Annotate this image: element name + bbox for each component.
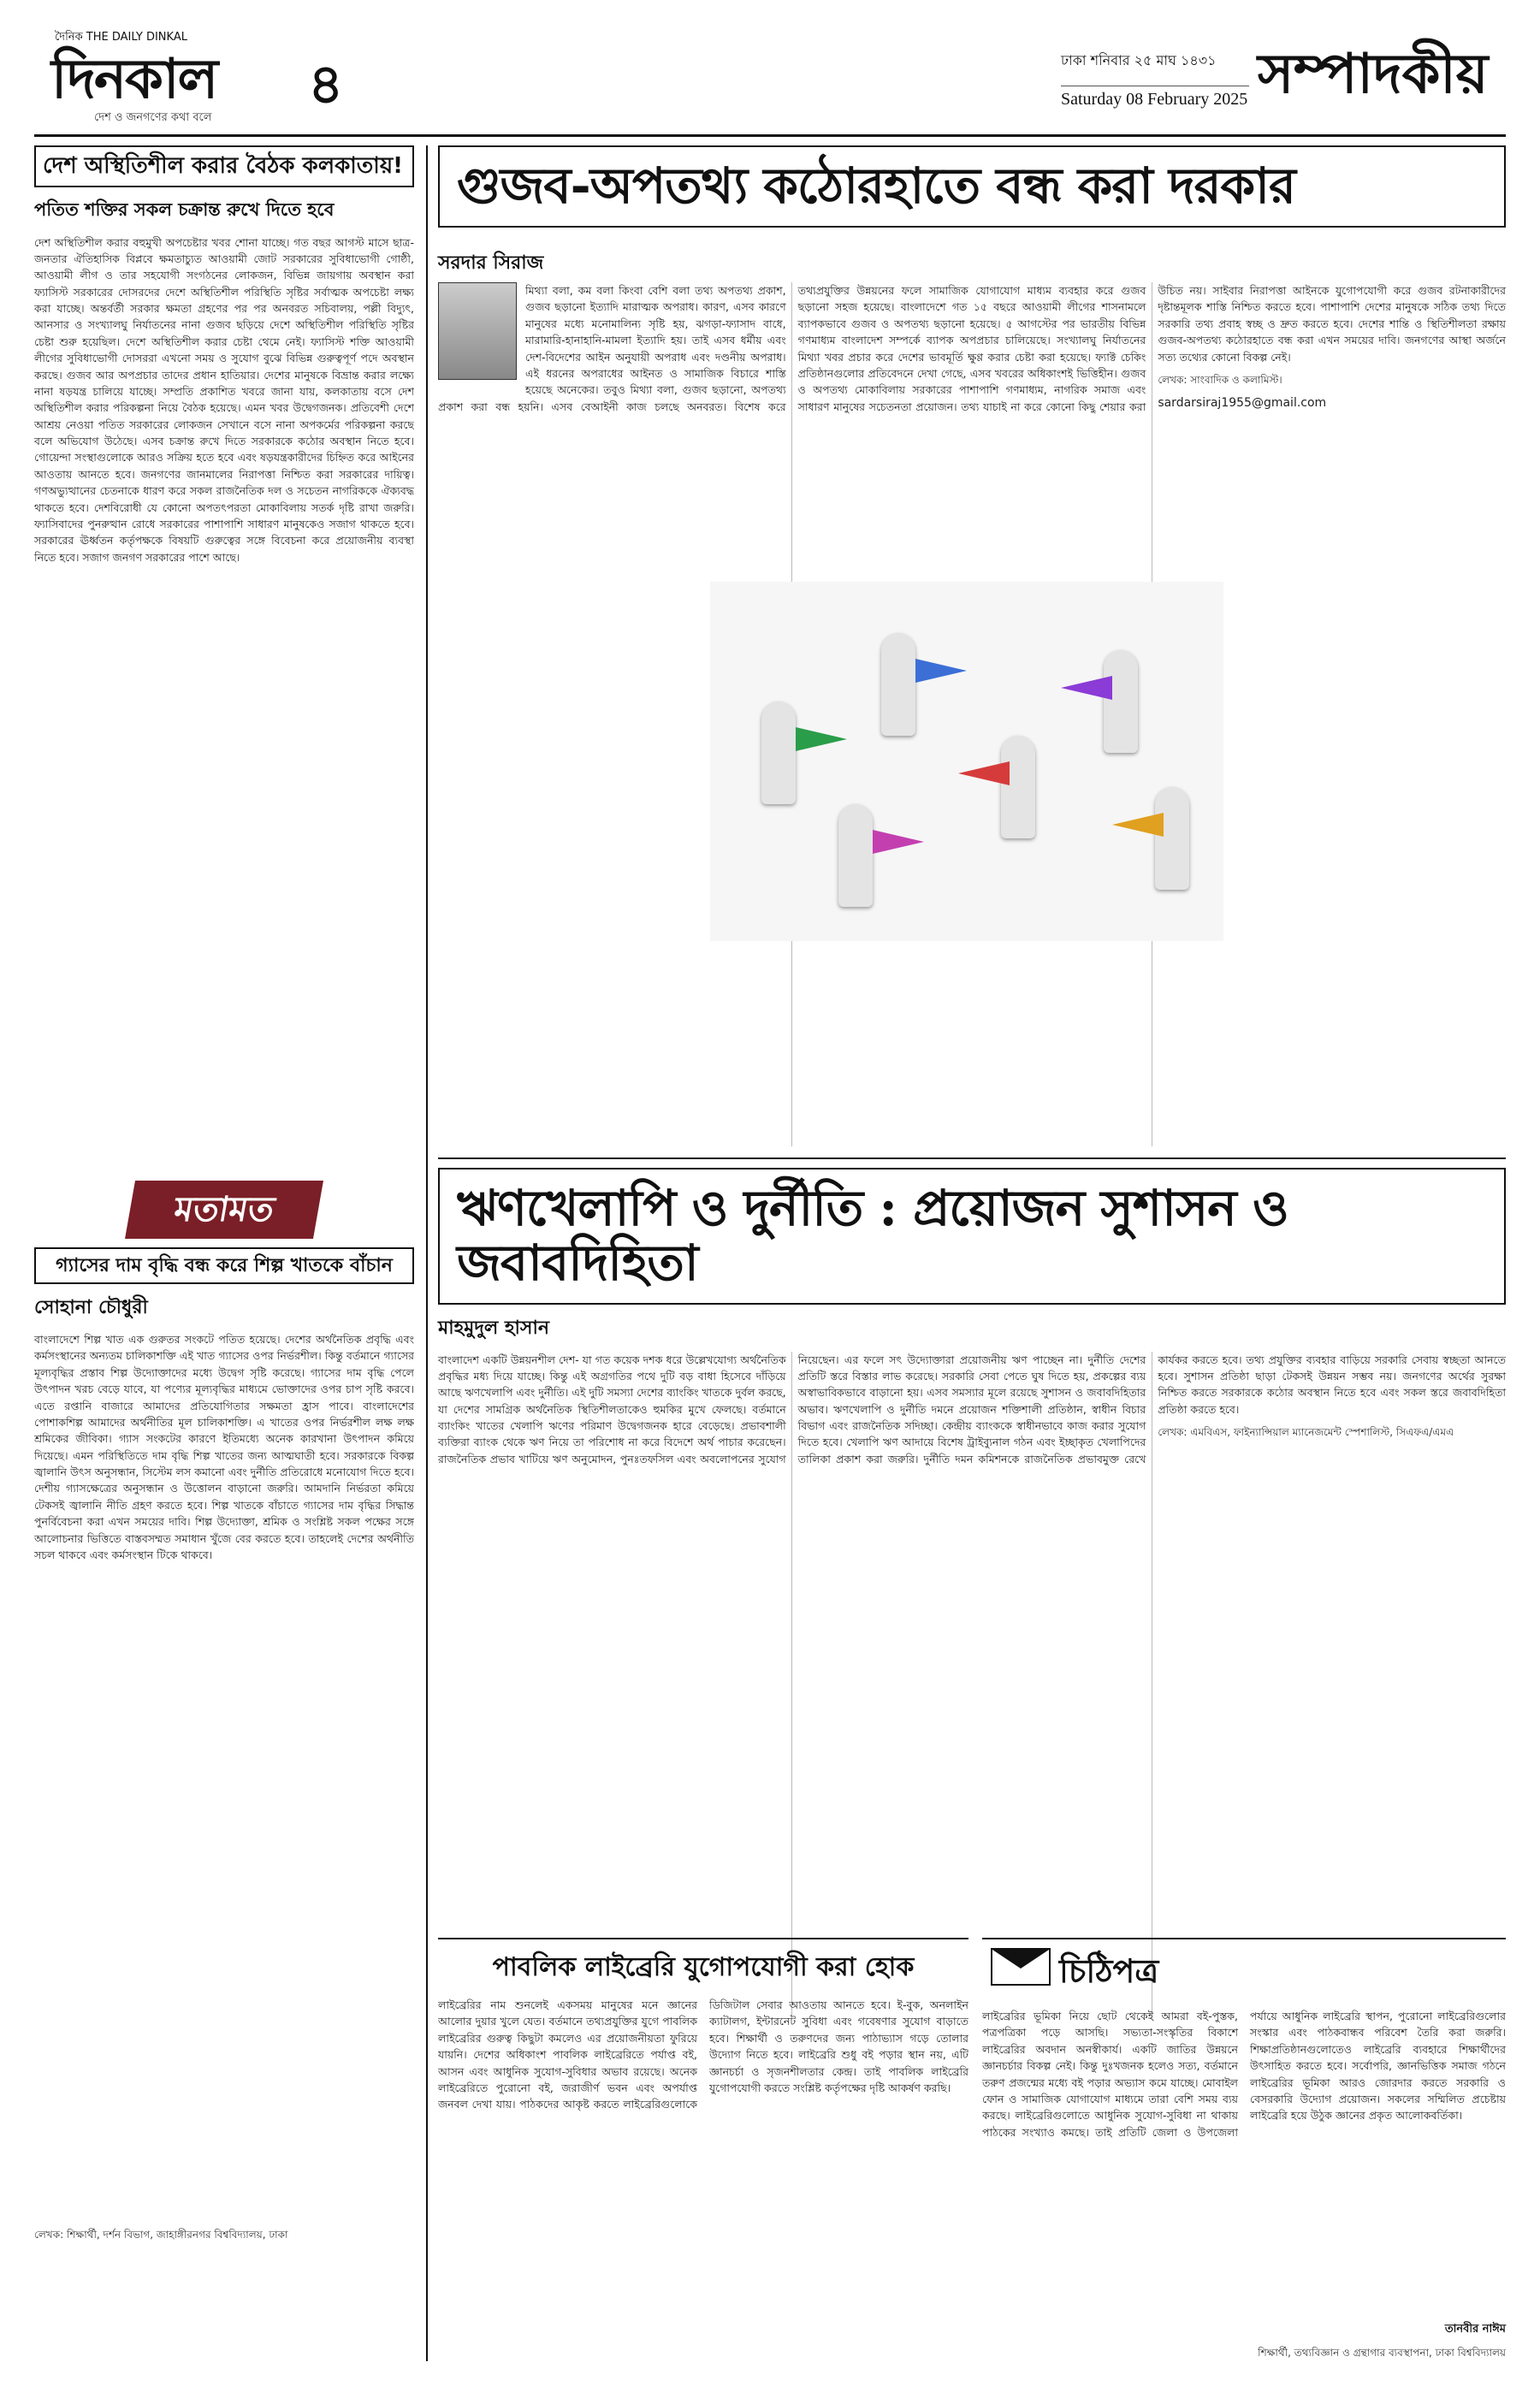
letters-section <box>982 1938 1506 2361</box>
editorial-subhead: পতিত শক্তির সকল চক্রান্ত রুখে দিতে হবে <box>34 198 335 220</box>
letters-signature-note: শিক্ষার্থী, তথ্যবিজ্ঞান ও গ্রন্থাগার ব্যবস্থাপনা, ঢাকা বিশ্ববিদ্যালয় <box>1258 2347 1506 2359</box>
letters-signature: তানবীর নাঈম <box>1444 2323 1506 2336</box>
opinion-body: বাংলাদেশে শিল্প খাত এক গুরুতর সংকটে পতিত হয়েছে। দেশের অর্থনৈতিক প্রবৃদ্ধি এবং কর্মসংস্থানের অন্যতম চালিকাশক্তি এই খাত গ্যাসের ওপর নির্ভরশীল। কিন্তু বর্তমানে গ্যাসের মূল্যবৃদ্ধির প্রস্তাব শিল্প উদ্যোক্তাদের মধ্যে উদ্বেগ সৃষ্টি করেছে। গ্যাসের দাম বৃদ্ধি পেলে উৎপাদন খরচ বেড়ে যাবে, যা পণ্যের মূল্যবৃদ্ধির মাধ্যমে ভোক্তাদের ওপর চাপ সৃষ্টি করবে। এতে রপ্তানি বাজারে আমাদের প্রতিযোগিতার সক্ষমতা হ্রাস পাবে। বাংলাদেশের পোশাকশিল্প আমাদের অর্থনীতির মূল চালিকাশক্তি। এ খাতের ওপর নির্ভরশীল লক্ষ লক্ষ শ্রমিকের জীবিকা। গ্যাস সংকটের কারণে ইতিমধ্যে অনেক কারখানা উৎপাদন কমিয়ে দিয়েছে। এমন পরিস্থিতিতে দাম বৃদ্ধি শিল্প খাতের জন্য আত্মঘাতী হবে। সরকারকে বিকল্প জ্বালানি উৎস অনুসন্ধান, সিস্টেম লস কমানো এবং দুর্নীতি প্রতিরোধে মনোযোগ দিতে হবে। দেশীয় গ্যাসক্ষেত্রের অনুসন্ধান ও উত্তোলন বাড়ানো জরুরি। আমদানি নির্ভরতা কমিয়ে টেকসই জ্বালানি নীতি গ্রহণ করতে হবে। শিল্প খাতকে বাঁচাতে গ্যাসের দাম বৃদ্ধির সিদ্ধান্ত পুনর্বিবেচনা করা এখন সময়ের দাবি। শিল্প উদ্যোক্তা, শ্রমিক ও সংশ্লিষ্ট সকল পক্ষের সঙ্গে আলোচনার ভিত্তিতে বাস্তবসম্মত সমাধান খুঁজে বের করতে হবে। তাহলেই দেশের অর্থনীতি সচল থাকবে এবং কর্মসংস্থান টিকে থাকবে। <box>34 1333 414 1561</box>
opinion-byline: সোহানা চৌধুরী <box>34 1297 148 1318</box>
article-loan-body: বাংলাদেশ একটি উন্নয়নশীল দেশ- যা গত কয়েক দশক ধরে উল্লেখযোগ্য অর্থনৈতিক প্রবৃদ্ধির মধ্য দিয়ে যাচ্ছে। কিন্তু এই অগ্রগতির পথে দুটি বড় বাধা হিসেবে দাঁড়িয়ে আছে ঋণখেলাপি এবং দুর্নীতি। এই দুটি সমস্যা দেশের ব্যাংকিং খাতকে দুর্বল করছে, যা দেশের সামগ্রিক অর্থনৈতিক স্থিতিশীলতাকেও হুমকির মুখে ফেলছে। বর্তমানে ব্যাংকিং খাতের খেলাপি ঋণের পরিমাণ উদ্বেগজনক হারে বেড়েছে। প্রভাবশালী ব্যক্তিরা ব্যাংক থেকে ঋণ নিয়ে তা পরিশোধ না করে বিদেশে অর্থ পাচার করেছেন। রাজনৈতিক প্রভাব খাটিয়ে ঋণ অনুমোদন, পুনঃতফসিল এবং অবলোপনের সুযোগ নিয়েছেন। এর ফলে সৎ উদ্যোক্তারা প্রয়োজনীয় ঋণ পাচ্ছেন না। দুর্নীতি দেশের প্রতিটি স্তরে বিস্তার লাভ করেছে। সরকারি সেবা পেতে ঘুষ দিতে হয়, প্রকল্পের ব্যয় অস্বাভাবিকভাবে বাড়ানো হয়। এসব সমস্যার মূলে রয়েছে সুশাসন ও জবাবদিহিতার অভাব। ঋণখেলাপি ও দুর্নীতি দমনে প্রয়োজন শক্তিশালী প্রতিষ্ঠান, স্বাধীন বিচার বিভাগ এবং রাজনৈতিক সদিচ্ছা। কেন্দ্রীয় ব্যাংককে স্বাধীনভাবে কাজ করার সুযোগ দিতে হবে। খেলাপি ঋণ আদায়ে বিশেষ ট্রাইব্যুনাল গঠন এবং ইচ্ছাকৃত খেলাপিদের তালিকা প্রকাশ করা জরুরি। দুর্নীতি দমন কমিশনকে রাজনৈতিক প্রভাবমুক্ত রেখে কার্যকর করতে হবে। তথ্য প্রযুক্তির ব্যবহার বাড়িয়ে সরকারি সেবায় স্বচ্ছতা আনতে হবে। সুশাসন প্রতিষ্ঠা ছাড়া টেকসই উন্নয়ন সম্ভব নয়। জনগণের অর্থের সুরক্ষা নিশ্চিত করতে সরকারকে কঠোর অবস্থান নিতে হবে এবং সকল স্তরে জবাবদিহিতা প্রতিষ্ঠা করতে হবে। <box>438 1353 1506 1465</box>
article-rumor-headline: গুজব-অপতথ্য কঠোরহাতে বন্ধ করা দরকার <box>438 145 1506 228</box>
page-number: ৪ <box>308 52 344 116</box>
article-loan-byline: মাহমুদুল হাসান <box>438 1317 549 1339</box>
editorial-headline: দেশ অস্থিতিশীল করার বৈঠক কলকাতায়! <box>34 145 414 187</box>
article-library <box>438 1938 968 2361</box>
letters-headline: চিঠিপত্র <box>1059 1951 1159 1990</box>
article-rumor-author-note: লেখক: সাংবাদিক ও কলামিস্ট। <box>1158 373 1282 386</box>
article-rumor-body: মিথ্যা বলা, কম বলা কিংবা বেশি বলা তথ্য অপতথ্য প্রকাশ, গুজব ছড়ানো ইত্যাদি মারাত্মক অপরাধ। কারণ, এসব কারণে মানুষের মধ্যে মনোমালিন্য সৃষ্টি হয়, ঝগড়া-ফ্যাসাদ বাধে, মারামারি-হানাহানি-মামলা ইত্যাদি হয়। তাই এসব ধর্মীয় এবং দেশ-বিদেশের আইন অনুযায়ী অপরাধ এবং দণ্ডনীয় অপরাধ। এই ধরনের অপরাধের আইনত ও সামাজিক বিচারে শাস্তি হয়েছে অনেকের। তবুও মিথ্যা বলা, গুজব ছড়ানো, অপতথ্য প্রকাশ করা বন্ধ হয়নি। এসব বেআইনী কাজ চলছে অনবরত। বিশেষ করে তথ্যপ্রযুক্তির উন্নয়নের ফলে সামাজিক যোগাযোগ মাধ্যম ব্যবহার করে গুজব ছড়ানো সহজ হয়েছে। বাংলাদেশে গত ১৫ বছরে আওয়ামী লীগের শাসনামলে ব্যাপকভাবে গুজব ও অপতথ্য ছড়ানো হয়েছে। ৫ আগস্টের পর ভারতীয় বিভিন্ন গণমাধ্যম বাংলাদেশ সম্পর্কে ব্যাপক অপপ্রচার চালিয়েছে। সংখ্যালঘু নির্যাতনের মিথ্যা খবর প্রচার করে দেশের ভাবমূর্তি ক্ষুণ্ণ করার চেষ্টা করা হয়েছে। ফ্যাক্ট চেকিং প্রতিষ্ঠানগুলোর প্রতিবেদনে দেখা গেছে, এসব খবরের অধিকাংশই ভিত্তিহীন। গুজব ও অপতথ্য মোকাবিলায় সরকারের পাশাপাশি গণমাধ্যম, নাগরিক সমাজ এবং সাধারণ মানুষের সচেতনতা প্রয়োজন। তথ্য যাচাই না করে কোনো কিছু শেয়ার করা উচিত নয়। সাইবার নিরাপত্তা আইনকে যুগোপযোগী করে গুজব রটনাকারীদের দৃষ্টান্তমূলক শাস্তি নিশ্চিত করতে হবে। পাশাপাশি দেশের মানুষকে সঠিক তথ্য দিতে সরকারি তথ্য প্রবাহ স্বচ্ছ ও দ্রুত করতে হবে। দেশের শান্তি ও স্থিতিশীলতা রক্ষায় গুজব-অপতথ্য কঠোরহাতে বন্ধ করা এখন সময়ের দাবি। জনগণের আস্থা অর্জনে সত্য তথ্যের কোনো বিকল্প নেই। <box>438 284 1506 413</box>
megaphone-purple <box>1061 676 1112 700</box>
article-library-headline: পাবলিক লাইব্রেরি যুগোপযোগী করা হোক <box>492 1952 915 1982</box>
article-loan-headline: ঋণখেলাপি ও দুর্নীতি : প্রয়োজন সুশাসন ও জবাবদিহিতা <box>438 1168 1506 1305</box>
logo-superscript: দৈনিক THE DAILY DINKAL <box>55 31 187 44</box>
date-english: Saturday 08 February 2025 <box>1061 86 1249 110</box>
megaphone-pink <box>873 830 924 854</box>
newspaper-tagline: দেশ ও জনগণের কথা বলে <box>94 111 212 124</box>
newspaper-logo[interactable]: দিনকাল <box>51 47 217 111</box>
megaphone-illustration <box>710 582 1223 941</box>
megaphone-orange <box>1112 813 1164 837</box>
figure-4 <box>1104 650 1138 753</box>
date-bengali: ঢাকা শনিবার ২৫ মাঘ ১৪৩১ <box>1061 52 1217 68</box>
article-loan-author-note: লেখক: এমবিএস, ফাইন্যান্সিয়াল ম্যানেজমেন্ট স্পেশালিস্ট, সিএফএ/এমএ <box>1158 1426 1454 1439</box>
megaphone-blue <box>915 659 967 683</box>
figure-5 <box>1155 787 1189 890</box>
opinion-headline: গ্যাসের দাম বৃদ্ধি বন্ধ করে শিল্প খাতকে বাঁচান <box>34 1247 414 1285</box>
megaphone-green <box>796 727 847 751</box>
figure-1 <box>761 702 796 804</box>
megaphone-red <box>958 761 1010 785</box>
article-rumor-email[interactable]: sardarsiraj1955@gmail.com <box>1158 396 1327 411</box>
envelope-icon <box>991 1948 1051 1986</box>
figure-2 <box>881 633 915 736</box>
editorial-body: দেশ অস্থিতিশীল করার বহুমুখী অপচেষ্টার খবর শোনা যাচ্ছে। গত বছর আগস্ট মাসে ছাত্র-জনতার ঐতিহাসিক বিপ্লবে ক্ষমতাচ্যুত আওয়ামী জোট সরকারের সুবিধাভোগী গোষ্ঠী, আওয়ামী লীগ ও তার সহযোগী সংগঠনের লোকজন, বিভিন্ন জায়গায় অবস্থান করা ফ্যাসিস্ট সরকারের দোসরদের দেশে অস্থিতিশীল পরিস্থিতি সৃষ্টির সর্বাত্মক অপচেষ্টা লক্ষ্য করা যাচ্ছে। অন্তর্বর্তী সরকার ক্ষমতা গ্রহণের পর পর অনবরত সচিবালয়, পল্লী বিদ্যুৎ, আনসার ও সংখ্যালঘু নির্যাতনের নানা গুজব ছড়িয়ে দেশে অস্থিতিশীল পরিস্থিতি সৃষ্টির চেষ্টা শুরু হয়েছিল। দেশে অস্থিতিশীল করার চেষ্টা থেমে নেই। ফ্যাসিস্ট শক্তি আওয়ামী লীগের সুবিধাভোগী দোসররা এখনো সময় ও সুযোগ বুঝে বিভিন্ন গুরুত্বপূর্ণ পদে অবস্থান করছে। গুজব আর অপপ্রচার তাদের প্রধান হাতিয়ার। দেশের মানুষকে বিভ্রান্ত করার লক্ষ্যে নানা ষড়যন্ত্র চালিয়ে যাচ্ছে। সম্প্রতি প্রকাশিত খবরে জানা যায়, কলকাতায় বসে দেশ অস্থিতিশীল করার পরিকল্পনা নিয়ে বৈঠক হয়েছে। এমন খবর উদ্বেগজনক। প্রতিবেশী দেশে আশ্রয় নেওয়া পতিত সরকারের লোকজন সেখানে বসে নানা অপকর্মের পরিকল্পনা করছে বলে অভিযোগ উঠেছে। এসব চক্রান্ত রুখে দিতে সরকারকে কঠোর অবস্থান নিতে হবে। গোয়েন্দা সংস্থাগুলোকে আরও সক্রিয় হতে হবে এবং ষড়যন্ত্রকারীদের চিহ্নিত করে আইনের আওতায় আনতে হবে। জনগণের জানমালের নিরাপত্তা নিশ্চিত করা সরকারের দায়িত্ব। গণঅভ্যুত্থানের চেতনাকে ধারণ করে সকল রাজনৈতিক দল ও সচেতন নাগরিককে ঐক্যবদ্ধ থাকতে হবে। দেশবিরোধী যে কোনো অপতৎপরতা মোকাবিলায় সতর্ক দৃষ্টি রাখা জরুরি। ফ্যাসিবাদের পুনরুত্থান রোধে সরকারের পাশাপাশি সাধারণ মানুষকেও সজাগ থাকতে হবে। সরকারের ঊর্ধ্বতন কর্তৃপক্ষকে বিষয়টি গুরুত্বের সঙ্গে বিবেচনা করে প্রয়োজনীয় ব্যবস্থা নিতে হবে। সজাগ জনগণ সরকারের পাশে আছে। <box>34 235 414 564</box>
left-column <box>34 145 428 2361</box>
article-loan-body-wrap <box>438 1352 1506 2019</box>
opinion-author-note: লেখক: শিক্ষার্থী, দর্শন বিভাগ, জাহাঙ্গীরনগর বিশ্ববিদ্যালয়, ঢাকা <box>34 2229 288 2241</box>
article-rumor-body-wrap <box>438 282 1506 1155</box>
section-title: সম্পাদকীয় <box>1258 42 1489 106</box>
article-rumor-byline: সরদার সিরাজ <box>438 252 544 274</box>
masthead <box>34 26 1506 137</box>
letters-body: লাইব্রেরির ভূমিকা নিয়ে ছোট থেকেই আমরা বই-পুস্তক, পত্রপত্রিকা পড়ে আসছি। সভ্যতা-সংস্কৃতির বিকাশে লাইব্রেরির অবদান অনস্বীকার্য। একটি জাতির উন্নয়নে জ্ঞানচর্চার বিকল্প নেই। কিন্তু দুঃখজনক হলেও সত্য, বর্তমানে তরুণ প্রজন্মের মধ্যে বই পড়ার অভ্যাস কমে যাচ্ছে। মোবাইল ফোন ও সামাজিক যোগাযোগ মাধ্যমে তারা বেশি সময় ব্যয় করছে। লাইব্রেরিগুলোতে আধুনিক সুযোগ-সুবিধা না থাকায় পাঠকের সংখ্যাও কমছে। তাই প্রতিটি জেলা ও উপজেলা পর্যায়ে আধুনিক লাইব্রেরি স্থাপন, পুরোনো লাইব্রেরিগুলোর সংস্কার এবং পাঠকবান্ধব পরিবেশ তৈরি করা জরুরি। শিক্ষাপ্রতিষ্ঠানগুলোতেও লাইব্রেরি ব্যবহারে শিক্ষার্থীদের উৎসাহিত করতে হবে। সর্বোপরি, জ্ঞানভিত্তিক সমাজ গঠনে লাইব্রেরির ভূমিকা আরও জোরদার করতে সরকারি ও বেসরকারি উদ্যোগ প্রয়োজন। সকলের সম্মিলিত প্রচেষ্টায় লাইব্রেরি হয়ে উঠুক জ্ঞানের প্রকৃত আলোকবর্তিকা। <box>982 2010 1506 2139</box>
article-library-body: লাইব্রেরির নাম শুনলেই একসময় মানুষের মনে জ্ঞানের আলোর দুয়ার খুলে যেত। বর্তমানে তথ্যপ্রযুক্তির যুগে পাবলিক লাইব্রেরির গুরুত্ব কিছুটা কমলেও এর প্রয়োজনীয়তা ফুরিয়ে যায়নি। দেশের অধিকাংশ পাবলিক লাইব্রেরিতে পর্যাপ্ত বই, আসন এবং আধুনিক সুযোগ-সুবিধার অভাব রয়েছে। অনেক লাইব্রেরিতে পুরোনো বই, জরাজীর্ণ ভবন এবং অপর্যাপ্ত জনবল দেখা যায়। পাঠকদের আকৃষ্ট করতে লাইব্রেরিগুলোকে ডিজিটাল সেবার আওতায় আনতে হবে। ই-বুক, অনলাইন ক্যাটালগ, ইন্টারনেট সুবিধা এবং গবেষণার সুযোগ বাড়াতে হবে। শিক্ষার্থী ও তরুণদের জন্য পাঠাভ্যাস গড়ে তোলার উদ্যোগ নিতে হবে। লাইব্রেরি শুধু বই পড়ার স্থান নয়, এটি জ্ঞানচর্চা ও সৃজনশীলতার কেন্দ্র। তাই পাবলিক লাইব্রেরি যুগোপযোগী করতে সংশ্লিষ্ট কর্তৃপক্ষের দৃষ্টি আকর্ষণ করছি। <box>438 1998 968 2111</box>
figure-6 <box>838 804 873 907</box>
figure-3 <box>1001 736 1035 838</box>
article-rumor <box>438 145 1506 1159</box>
portrait-photo <box>438 282 517 380</box>
opinion-logo: মতামত <box>125 1181 323 1239</box>
main-column <box>438 145 1506 2361</box>
